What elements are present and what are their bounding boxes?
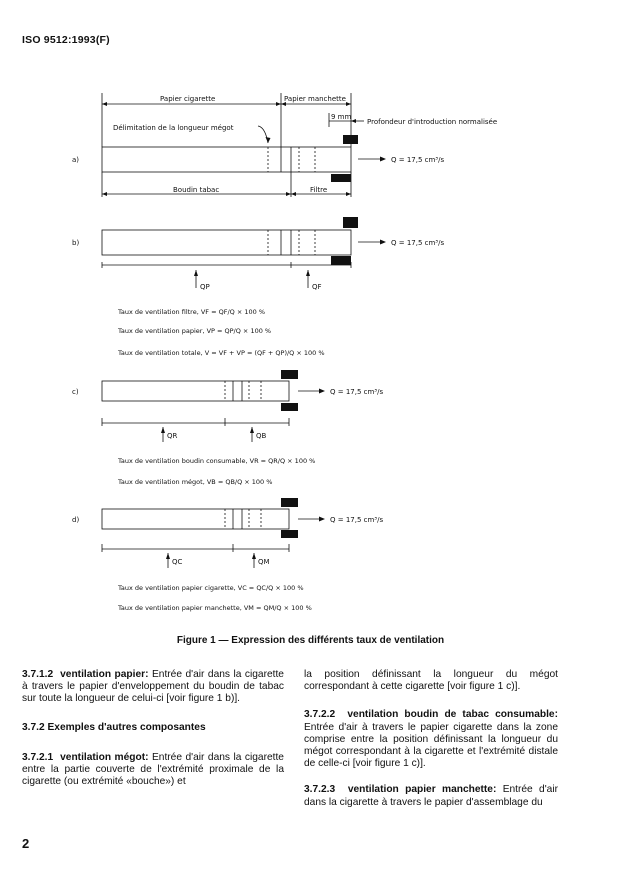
label-nine-mm: 9 mm [331, 113, 352, 121]
term: ventilation boudin de tabac consumable: [347, 709, 558, 721]
para-3-7-2-2 [304, 709, 558, 770]
formula-ventilation-filtre: Taux de ventilation filtre, VF = QF/Q × 100 % [118, 308, 265, 316]
arrow-label-qb: QB [256, 432, 267, 440]
label-papier-manchette: Papier manchette [284, 95, 346, 103]
label-delimitation: Délimitation de la longueur mégot [113, 124, 234, 132]
panel-a-flow: Q = 17,5 cm³/s [391, 156, 445, 164]
section-number: 3.7.2.1 [22, 751, 54, 763]
paragraph-text: Entrée d'air dans la cigarette à travers le papier d'enveloppement du boudin de tabac sur toute la longueur de celui-ci [voir figure 1 b)]. [22, 669, 284, 705]
panel-b-letter: b) [72, 239, 80, 247]
heading-3-7-2: 3.7.2 Exemples d'autres composantes [22, 721, 206, 733]
arrow-label-qc: QC [172, 558, 183, 566]
panel-b-flow: Q = 17,5 cm³/s [391, 239, 445, 247]
formula-ventilation-megot: Taux de ventilation mégot, VB = QB/Q × 100 % [118, 478, 273, 486]
para-3-7-2-1 [22, 752, 284, 789]
panel-a-letter: a) [72, 156, 80, 164]
arrow-label-qp: QP [200, 283, 210, 291]
paragraph-text: Entrée d'air à travers le papier cigarette dans la zone comprise entre la position définissant la longueur du mégot correspondant à la cigarette et l'extrémité distale de celle-ci [voir figure 1 c)]. [304, 721, 558, 770]
page-number: 2 [22, 836, 30, 851]
panel-d-letter: d) [72, 516, 80, 524]
label-boudin-tabac: Boudin tabac [173, 186, 220, 194]
panel-c-flow: Q = 17,5 cm³/s [330, 388, 384, 396]
para-continuation: la position définissant la longueur du mégot correspondant à cette cigarette [voir figure 1 c)]. [304, 669, 558, 693]
term: ventilation mégot: [60, 751, 149, 763]
formula-ventilation-papier-cigarette: Taux de ventilation papier cigarette, VC = QC/Q × 100 % [118, 584, 304, 592]
para-3-7-2-3 [304, 784, 558, 808]
document-header: ISO 9512:1993(F) [22, 34, 110, 46]
section-number: 3.7.2.3 [304, 784, 336, 796]
section-number: 3.7.1.2 [22, 669, 54, 680]
right-column [304, 669, 558, 809]
formula-ventilation-papier: Taux de ventilation papier, VP = QP/Q × 100 % [118, 327, 272, 335]
label-filtre: Filtre [310, 186, 328, 194]
left-column [22, 669, 284, 788]
label-papier-cigarette: Papier cigarette [160, 95, 216, 103]
formula-ventilation-totale: Taux de ventilation totale, V = VF + VP = (QF + QP)/Q × 100 % [118, 349, 325, 357]
paragraph-text: Entrée d'air dans la cigarette à travers le papier d'assemblage du [304, 784, 558, 808]
formula-ventilation-papier-manchette: Taux de ventilation papier manchette, VM = QM/Q × 100 % [118, 604, 312, 612]
panel-d-flow: Q = 17,5 cm³/s [330, 516, 384, 524]
paragraph-text: Entrée d'air dans la cigarette entre la partie couverte de l'extrémité proximale de la cigarette (ou extrémité «bouche») et [22, 751, 284, 788]
label-profondeur: Profondeur d'introduction normalisée [367, 118, 498, 126]
term: ventilation papier manchette: [347, 784, 497, 796]
arrow-label-qm: QM [258, 558, 270, 566]
arrow-label-qr: QR [167, 432, 178, 440]
panel-c-letter: c) [72, 388, 79, 396]
formula-ventilation-boudin: Taux de ventilation boudin consumable, VR = QR/Q × 100 % [118, 457, 316, 465]
figure-caption: Figure 1 — Expression des différents taux de ventilation [176, 635, 445, 646]
term: ventilation papier: [60, 669, 149, 680]
arrow-label-qf: QF [312, 283, 322, 291]
para-3-7-1-2 [22, 669, 284, 706]
section-number: 3.7.2.2 [304, 709, 336, 721]
